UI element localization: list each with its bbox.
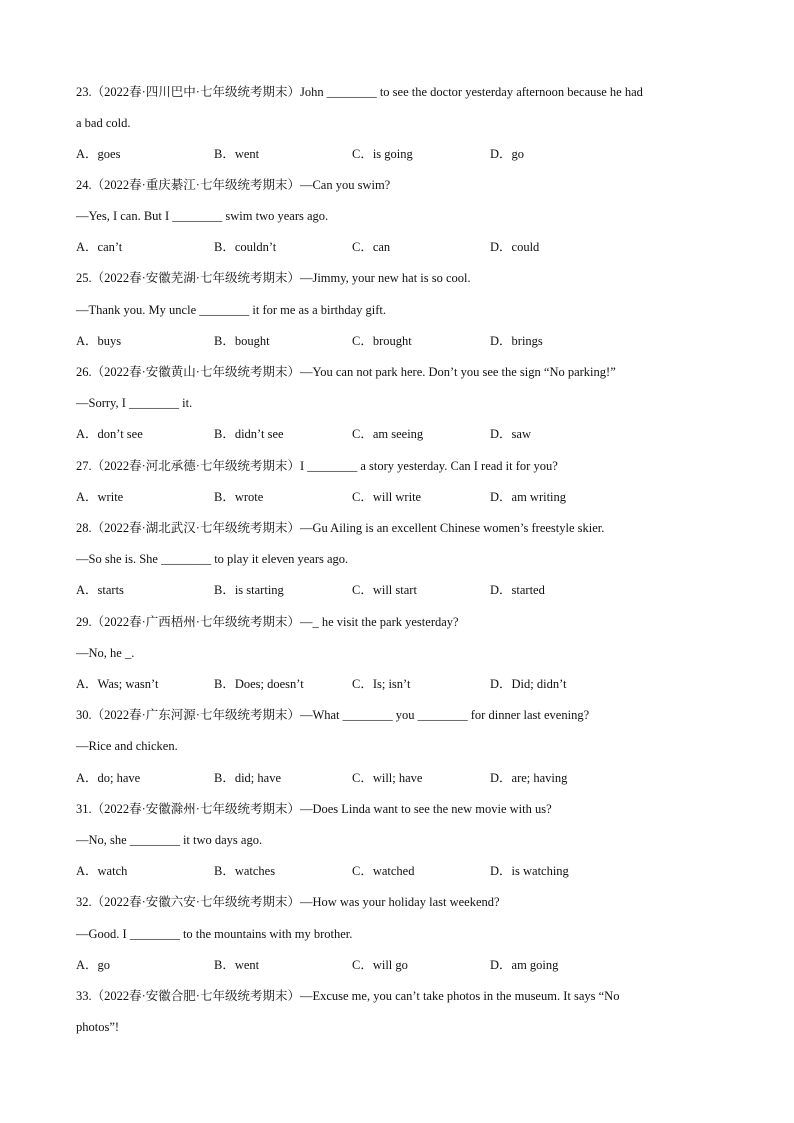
option-a: A．Was; wasn’t <box>76 677 159 691</box>
option-c: C．will go <box>352 958 408 972</box>
option-b: B．went <box>214 958 260 972</box>
question-24-stem-line-2: —Yes, I can. But I ________ swim two years ago. <box>76 209 329 223</box>
option-b: B．wrote <box>214 490 264 504</box>
question-31-stem-line-2: —No, she ________ it two days ago. <box>76 833 263 847</box>
question-27-options <box>76 489 726 505</box>
question-23-options <box>76 146 726 162</box>
question-25-stem-line-1: 25.（2022春·安徽芜湖·七年级统考期末）—Jimmy, your new hat is so cool. <box>76 271 471 285</box>
question-28-options <box>76 582 726 598</box>
question-33-stem-line-1: 33.（2022春·安徽合肥·七年级统考期末）—Excuse me, you can’t take photos in the museum. It says “No <box>76 989 620 1003</box>
option-d: D．am writing <box>490 490 567 504</box>
option-a: A．goes <box>76 147 121 161</box>
question-26-stem-line-2: —Sorry, I ________ it. <box>76 396 193 410</box>
option-b: B．didn’t see <box>214 427 284 441</box>
option-b: B．is starting <box>214 583 284 597</box>
question-28-stem-line-2: —So she is. She ________ to play it eleven years ago. <box>76 552 349 566</box>
option-c: C．brought <box>352 334 412 348</box>
option-c: C．is going <box>352 147 413 161</box>
option-d: D．am going <box>490 958 559 972</box>
question-24-stem-line-1: 24.（2022春·重庆綦江·七年级统考期末）—Can you swim? <box>76 178 391 192</box>
option-c: C．will write <box>352 490 422 504</box>
question-29-options <box>76 676 726 692</box>
option-b: B．watches <box>214 864 276 878</box>
option-c: C．will start <box>352 583 417 597</box>
question-31-stem-line-1: 31.（2022春·安徽滁州·七年级统考期末）—Does Linda want to see the new movie with us? <box>76 802 552 816</box>
option-d: D．saw <box>490 427 531 441</box>
question-33-stem-line-2: photos”! <box>76 1020 120 1034</box>
option-b: B．did; have <box>214 771 282 785</box>
question-27-stem-line-1: 27.（2022春·河北承德·七年级统考期末）I ________ a story yesterday. Can I read it for you? <box>76 459 558 473</box>
question-30-options <box>76 770 726 786</box>
question-32-stem-line-2: —Good. I ________ to the mountains with my brother. <box>76 927 353 941</box>
option-c: C．will; have <box>352 771 423 785</box>
option-d: D．is watching <box>490 864 569 878</box>
question-31-options <box>76 863 726 879</box>
question-32-stem-line-1: 32.（2022春·安徽六安·七年级统考期末）—How was your holiday last weekend? <box>76 895 500 909</box>
option-d: D．are; having <box>490 771 568 785</box>
question-32-options <box>76 957 726 973</box>
option-a: A．starts <box>76 583 124 597</box>
question-30-stem-line-2: —Rice and chicken. <box>76 739 178 753</box>
option-c: C．watched <box>352 864 415 878</box>
question-30-stem-line-1: 30.（2022春·广东河源·七年级统考期末）—What ________ you ________ for dinner last evening? <box>76 708 590 722</box>
option-b: B．bought <box>214 334 270 348</box>
question-25-options <box>76 333 726 349</box>
question-24-options <box>76 239 726 255</box>
option-a: A．write <box>76 490 124 504</box>
option-a: A．can’t <box>76 240 123 254</box>
option-d: D．Did; didn’t <box>490 677 567 691</box>
option-c: C．am seeing <box>352 427 424 441</box>
option-a: A．don’t see <box>76 427 143 441</box>
option-b: B．Does; doesn’t <box>214 677 304 691</box>
question-29-stem-line-2: —No, he _. <box>76 646 135 660</box>
question-23-stem-line-2: a bad cold. <box>76 116 131 130</box>
option-a: A．watch <box>76 864 128 878</box>
option-d: D．go <box>490 147 525 161</box>
option-b: B．went <box>214 147 260 161</box>
question-26-stem-line-1: 26.（2022春·安徽黄山·七年级统考期末）—You can not park here. Don’t you see the sign “No parking!” <box>76 365 616 379</box>
question-26-options <box>76 426 726 442</box>
question-25-stem-line-2: —Thank you. My uncle ________ it for me as a birthday gift. <box>76 303 387 317</box>
question-23-stem-line-1: 23.（2022春·四川巴中·七年级统考期末）John ________ to see the doctor yesterday afternoon because he had <box>76 85 643 99</box>
option-a: A．buys <box>76 334 122 348</box>
question-29-stem-line-1: 29.（2022春·广西梧州·七年级统考期末）—_ he visit the park yesterday? <box>76 615 459 629</box>
option-d: D．could <box>490 240 540 254</box>
option-c: C．can <box>352 240 391 254</box>
option-b: B．couldn’t <box>214 240 277 254</box>
option-c: C．Is; isn’t <box>352 677 411 691</box>
question-28-stem-line-1: 28.（2022春·湖北武汉·七年级统考期末）—Gu Ailing is an excellent Chinese women’s freestyle skier. <box>76 521 605 535</box>
option-a: A．do; have <box>76 771 141 785</box>
option-a: A．go <box>76 958 111 972</box>
option-d: D．brings <box>490 334 543 348</box>
option-d: D．started <box>490 583 545 597</box>
